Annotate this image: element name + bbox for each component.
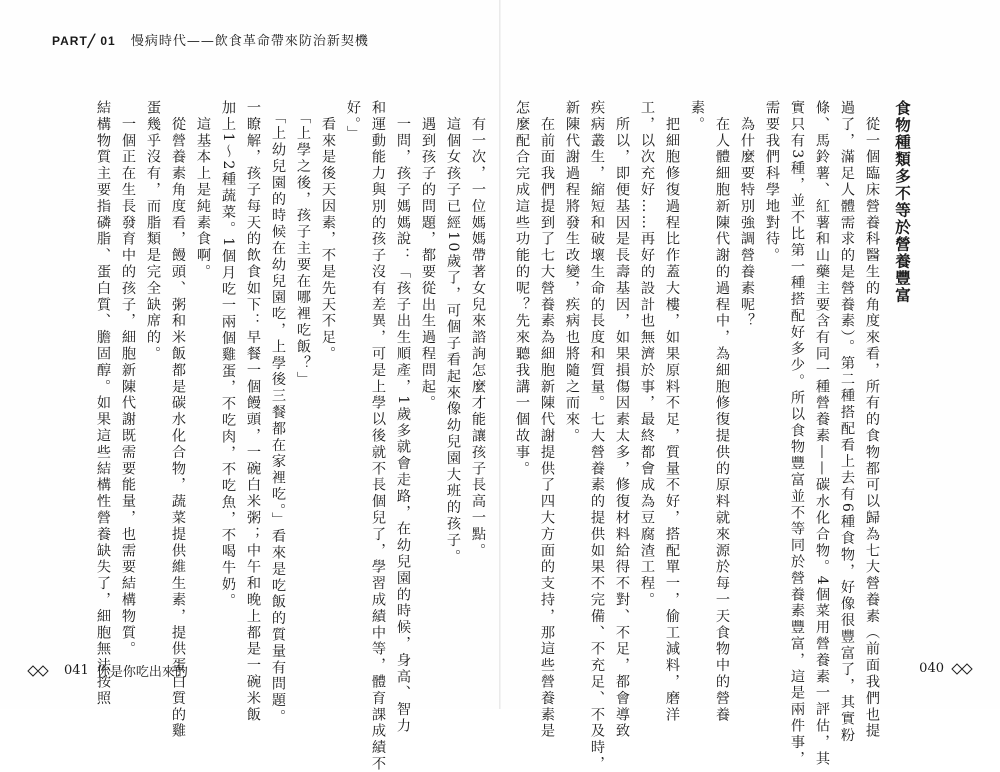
page-number-right: 040 (919, 661, 944, 676)
page-number-left: 041 (64, 663, 89, 678)
text-line: 素。 (689, 100, 705, 133)
text-line: 加上1～2種蔬菜。1個月吃一兩個雞蛋，不吃肉，不吃魚，不喝牛奶。 (220, 100, 236, 610)
running-head-title: 慢病時代——飲食革命帶來防治新契機 (130, 34, 369, 49)
text-line: 一問，孩子媽媽說：「孩子出生順產，1歲多就會走路，在幼兒園的時候，身高、智力 (395, 100, 411, 735)
text-line: 和運動能力與別的孩子沒有差異，可是上學以後就不長個兒了，學習成績中等，體育課成績不 (370, 100, 386, 772)
text-line: 在人體細胞新陳代謝的過程中，為細胞修復提供的原料就來源於每一天食物中的營養 (714, 100, 730, 724)
text-line: 一瞭解，孩子每天的飲食如下：早餐一個饅頭，一碗白米粥；中午和晚上都是一碗米飯 (245, 100, 261, 724)
text-line: 看來是後天因素，不是先天不足。 (320, 100, 336, 363)
text-line: 新陳代謝過程將發生改變，疾病也將隨之而來。 (564, 100, 580, 445)
double-diamond-icon (28, 666, 38, 676)
text-line: 蛋幾乎沒有，而脂類是完全缺席的。 (145, 100, 161, 363)
section-heading: 食物種類多不等於營養豐富 (893, 100, 912, 304)
book-gutter (499, 0, 501, 709)
text-line: 這基本上是純素食啊。 (195, 100, 211, 281)
text-line: 從營養素角度看，饅頭、粥和米飯都是碳水化合物，蔬菜提供維生素，提供蛋白質的雞 (170, 100, 186, 740)
text-line: 有一次，一位媽媽帶著女兒來諮詢怎麼才能讓孩子長高一點。 (470, 100, 486, 560)
text-line: 工，以次充好……再好的設計也無濟於事，最終都會成為豆腐渣工程。 (639, 100, 655, 609)
text-line: 好。」 (345, 100, 361, 143)
book-title: 你是你吃出來的 (96, 665, 188, 680)
text-line: 在前面我們提到了七大營養素為細胞新陳代謝提供了四大方面的支持，那這些營養素是 (539, 100, 555, 740)
double-diamond-icon (952, 664, 972, 674)
text-line: 這個女孩子已經10歲了，可個子看起來像幼兒園大班的孩子。 (445, 100, 461, 566)
text-line: 「上幼兒園的時候在幼兒園吃，上學後三餐都在家裡吃。」看來是吃飯的質量有問題。 (270, 100, 286, 726)
running-head-part: PART╱ 01 (52, 34, 116, 48)
text-line: 一個正在生長發育中的孩子，細胞新陳代謝既需要能量，也需要結構物質。 (120, 100, 136, 658)
text-line: 怎麼配合完成這些功能的呢？先來聽我講一個故事。 (514, 100, 530, 478)
text-line: 結構物質主要指磷脂、蛋白質、膽固醇。如果這些結構性營養缺失了，細胞無法按照 (95, 100, 111, 707)
folio-left (28, 661, 188, 680)
text-line: 條、馬鈴薯、紅薯和山藥主要含有同一種營養素——碳水化合物。4個菜用營養素一評估，其 (814, 100, 830, 768)
text-line: 實只有3種，並不比第一種搭配好多少。所以食物豐富並不等同於營養素豐富，這是兩件事， (789, 100, 805, 768)
text-line: 需要我們科學地對待。 (764, 100, 780, 264)
text-line: 疾病叢生，縮短和破壞生命的長度和質量。七大營養素的提供如果不完備、不充足、不及時， (589, 100, 605, 772)
text-line: 遇到孩子的問題，都要從出生過程問起。 (420, 100, 436, 412)
running-head (52, 30, 369, 49)
text-line: 過了，滿足人體需求的是營養素）。第二種搭配看上去有6種食物，好像很豐富了，其實粉 (839, 100, 855, 744)
right-page-text (514, 100, 915, 772)
text-line: 所以，即便基因是長壽基因，如果損傷因素太多，修復材料給得不對、不足，都會導致 (614, 100, 630, 740)
text-line: 「上學之後，孩子主要在哪裡吃飯？」 (295, 100, 311, 389)
text-line: 從一個臨床營養科醫生的角度來看，所有的食物都可以歸為七大營養素（前面我們也提 (864, 100, 880, 740)
folio-right (919, 661, 972, 676)
text-line: 把細胞修復過程比作蓋大樓，如果原料不足，質量不好，搭配單一，偷工減料，磨洋 (664, 100, 680, 724)
text-line: 為什麼要特別強調營養素呢？ (739, 100, 755, 330)
